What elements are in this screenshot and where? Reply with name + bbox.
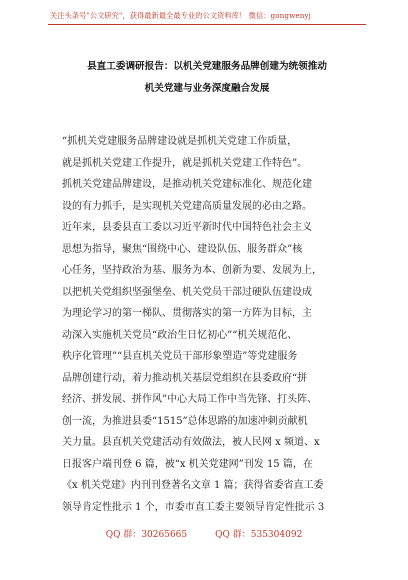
footer-qq-group-1: QQ 群：30265665 <box>105 530 188 540</box>
body-line: 《x 机关党建》内刊刊登著名文章 1 篇；获得省委省直工委 <box>62 480 324 491</box>
body-line: 设的有力抓手，是实现机关党建高质量发展的必由之路。 <box>62 200 312 212</box>
body-line: 思想为指导，聚焦“围绕中心、建设队伍、服务群众”核 <box>62 243 303 255</box>
body-line: 秩序化管理”“县直机关党员干部形象塑造”等党建服务 <box>62 351 298 362</box>
body-line: 动深入实施机关党员“政治生日忆初心”“机关规范化、 <box>62 329 298 341</box>
body-line: “抓机关党建服务品牌建设就是抓机关党建工作质量， <box>62 136 298 147</box>
body-line: 关力量。县直机关党建活动有效做法，被人民网 x 频道、x <box>62 437 320 448</box>
body-line: 抓机关党建品牌建设，是推动机关党建标准化、规范化建 <box>62 179 312 190</box>
document-title <box>44 56 370 100</box>
page-footer <box>0 527 408 540</box>
document-body <box>62 131 354 518</box>
title-line-2: 机关党建与业务深度融合发展 <box>144 83 270 94</box>
body-line: 经济、拼发展、拼作风”中心大局工作中当先锋、打头阵、 <box>62 394 318 405</box>
body-line: 日报客户端刊登 6 篇，被“x 机关党建网”刊发 15 篇，在 <box>62 458 313 470</box>
body-line: 心任务，坚持政治为基、服务为本、创新为要、发展为上， <box>62 265 322 276</box>
footer-qq-group-2: QQ 群：535304092 <box>215 530 303 540</box>
header-divider <box>48 24 366 25</box>
title-line-1: 县直工委调研报告：以机关党建服务品牌创建为统领推动 <box>87 61 327 72</box>
body-line: 为理论学习的第一梯队、贯彻落实的第一方阵为目标，主 <box>62 308 312 319</box>
body-line: 近年来，县委县直工委以习近平新时代中国特色社会主义 <box>62 222 312 233</box>
body-line: 领导肯定性批示 1 个，市委市直工委主要领导肯定性批示 3 <box>62 501 325 513</box>
body-line: 就是抓机关党建工作提升，就是抓机关党建工作特色”。 <box>62 157 308 169</box>
body-line: 品牌创建行动，着力推动机关基层党组织在县委政府“拼 <box>62 372 308 384</box>
body-line: 以把机关党组织坚强堡垒、机关党员干部过硬队伍建设成 <box>62 286 312 298</box>
header-banner: 关注头条号"公文研究"，获得最新最全最专业的公文资料库！ 微信：gongwenyj <box>50 11 311 20</box>
body-line: 创一流，为推进县委“1515”总体思路的加速冲刺贡献机 <box>62 415 308 427</box>
